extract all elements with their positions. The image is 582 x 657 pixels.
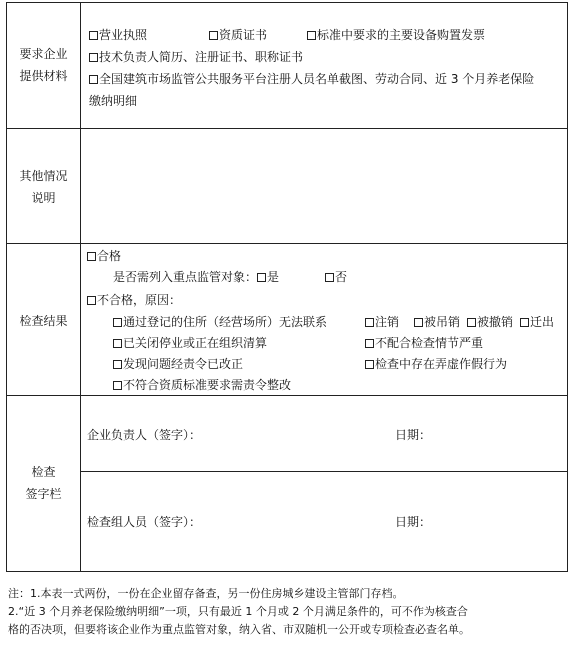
signature-label: 检查 签字栏 bbox=[25, 465, 62, 501]
checkbox-no[interactable]: 否 bbox=[325, 269, 347, 285]
checkbox-icon[interactable] bbox=[209, 31, 218, 40]
checkbox-fail[interactable]: 不合格，原因： bbox=[87, 292, 181, 308]
company-person-signature-field[interactable]: 企业负责人（签字）： bbox=[87, 428, 202, 442]
checkbox-reason-uncooperative[interactable]: 不配合检查情节严重 bbox=[365, 335, 483, 351]
checkbox-icon[interactable] bbox=[365, 360, 374, 369]
other-label: 其他情况 说明 bbox=[19, 169, 68, 205]
inspector-date-field[interactable]: 日期： bbox=[395, 515, 432, 529]
row-divider bbox=[7, 243, 567, 244]
checkbox-reason-fraud[interactable]: 检查中存在弄虚作假行为 bbox=[365, 356, 507, 372]
checkbox-icon[interactable] bbox=[113, 381, 122, 390]
signature-divider bbox=[80, 471, 567, 472]
result-label: 检查结果 bbox=[19, 314, 68, 328]
inspection-table bbox=[6, 2, 568, 572]
checkbox-icon[interactable] bbox=[467, 318, 476, 327]
checkbox-icon[interactable] bbox=[307, 31, 316, 40]
materials-label: 要求企业 提供材料 bbox=[19, 47, 68, 83]
inspector-signature-field[interactable]: 检查组人员（签字）： bbox=[87, 515, 202, 529]
checkbox-pass[interactable]: 合格 bbox=[87, 248, 121, 264]
note-line: 格的否决项，但要将该企业作为重点监管对象，纳入省、市双随机一公开或专项检查必查名单。 bbox=[8, 623, 470, 636]
row-divider bbox=[7, 128, 567, 129]
note-line: 注：1.本表一式两份，一份在企业留存备查，另一份住房城乡建设主管部门存档。 bbox=[8, 587, 404, 600]
checkbox-reason-rectify[interactable]: 不符合资质标准要求需责令整改 bbox=[113, 377, 291, 393]
checkbox-icon[interactable] bbox=[414, 318, 423, 327]
checkbox-icon[interactable] bbox=[87, 252, 96, 261]
checkbox-icon[interactable] bbox=[89, 75, 98, 84]
checkbox-icon[interactable] bbox=[257, 273, 266, 282]
note-line: 2.“近 3 个月养老保险缴纳明细”一项，只有最近 1 个月或 2 个月满足条件的，可不作为核查合 bbox=[8, 605, 468, 618]
checkbox-personnel-list[interactable]: 全国建筑市场监管公共服务平台注册人员名单截图、劳动合同、近 3 个月养老保险 bbox=[89, 71, 534, 87]
checkbox-equipment-invoice[interactable]: 标准中要求的主要设备购置发票 bbox=[307, 27, 485, 43]
checkbox-icon[interactable] bbox=[89, 31, 98, 40]
checkbox-reason-revoked[interactable]: 被吊销 bbox=[414, 314, 460, 330]
checkbox-icon[interactable] bbox=[113, 360, 122, 369]
checkbox-reason-corrected[interactable]: 发现问题经责令已改正 bbox=[113, 356, 243, 372]
checkbox-icon[interactable] bbox=[365, 318, 374, 327]
checkbox-business-license[interactable]: 营业执照 bbox=[89, 27, 147, 43]
checkbox-icon[interactable] bbox=[365, 339, 374, 348]
checkbox-technical-lead[interactable]: 技术负责人简历、注册证书、职称证书 bbox=[89, 49, 303, 65]
checkbox-icon[interactable] bbox=[520, 318, 529, 327]
checkbox-reason-withdrawn[interactable]: 被撤销 bbox=[467, 314, 513, 330]
row-divider bbox=[7, 395, 567, 396]
checkbox-icon[interactable] bbox=[113, 339, 122, 348]
checkbox-reason-relocated[interactable]: 迁出 bbox=[520, 314, 554, 330]
company-date-field[interactable]: 日期： bbox=[395, 428, 432, 442]
column-divider bbox=[80, 3, 81, 571]
checkbox-icon[interactable] bbox=[325, 273, 334, 282]
checkbox-reason-unreachable[interactable]: 通过登记的住所（经营场所）无法联系 bbox=[113, 314, 327, 330]
checkbox-qualification[interactable]: 资质证书 bbox=[209, 27, 267, 43]
checkbox-icon[interactable] bbox=[113, 318, 122, 327]
checkbox-reason-cancelled[interactable]: 注销 bbox=[365, 314, 399, 330]
checkbox-icon[interactable] bbox=[87, 296, 96, 305]
key-supervision-question: 是否需列入重点监管对象： 是 bbox=[113, 270, 280, 284]
notes bbox=[8, 585, 578, 639]
personnel-list-continuation: 缴纳明细 bbox=[89, 94, 138, 108]
checkbox-reason-closed[interactable]: 已关闭停业或正在组织清算 bbox=[113, 335, 267, 351]
checkbox-icon[interactable] bbox=[89, 53, 98, 62]
